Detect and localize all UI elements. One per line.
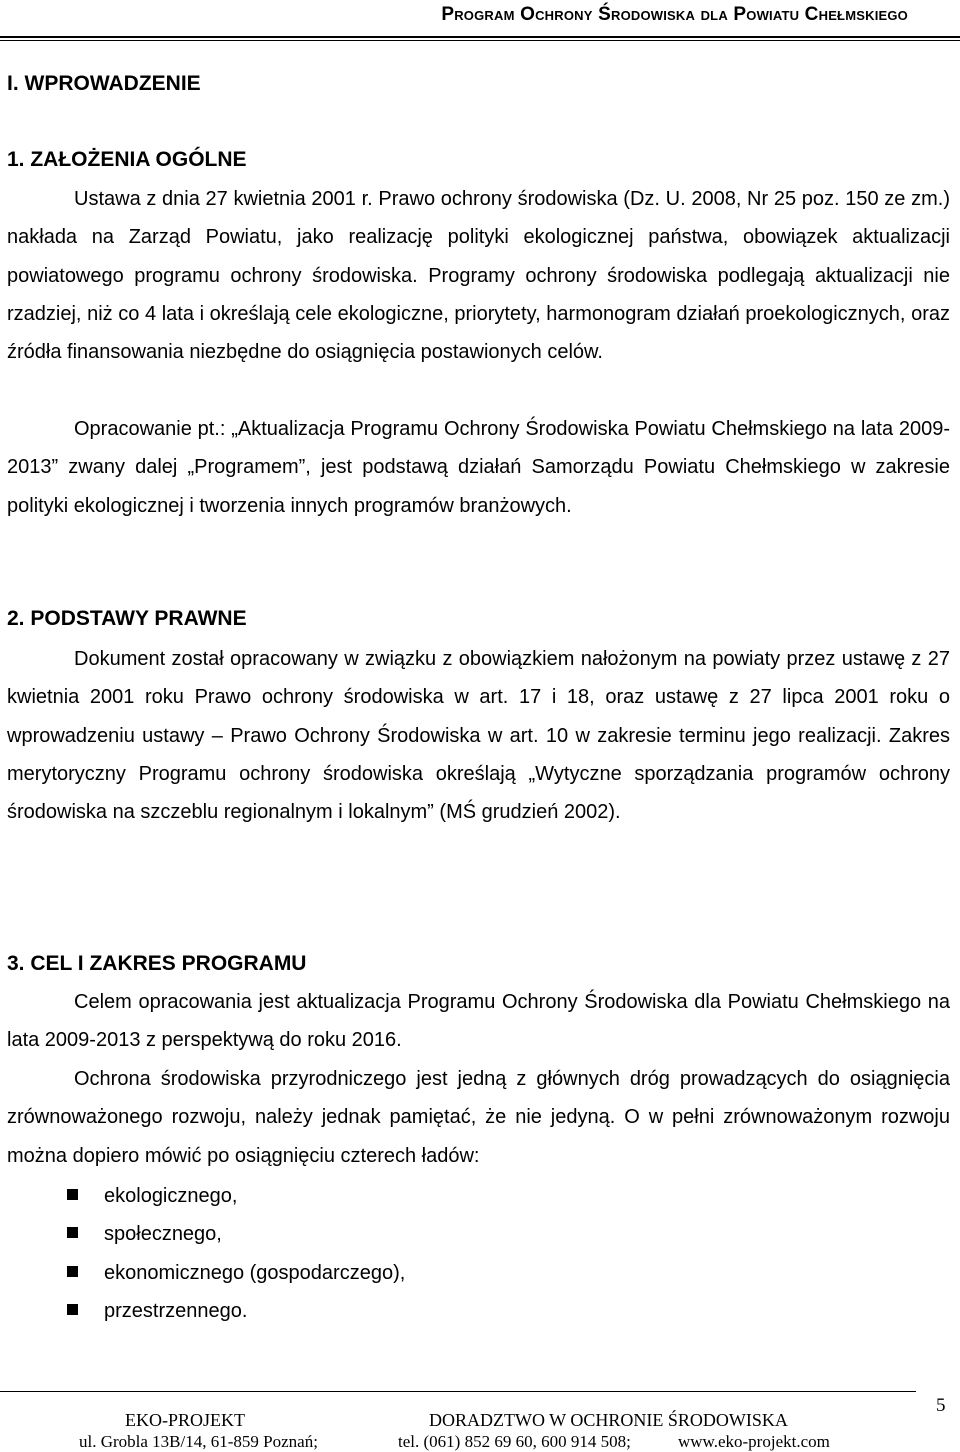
square-bullet-icon bbox=[67, 1189, 78, 1200]
section-2-title: 2. PODSTAWY PRAWNE bbox=[7, 607, 247, 630]
footer-address: ul. Grobla 13B/14, 61-859 Poznań; bbox=[79, 1432, 318, 1451]
footer-tagline: DORADZTWO W OCHRONIE ŚRODOWISKA bbox=[429, 1410, 788, 1430]
section-3-paragraph-1: Celem opracowania jest aktualizacja Programu Ochrony Środowiska dla Powiatu Chełmskiego na lata 2009-2013 z perspektywą do roku 2016. bbox=[7, 991, 950, 1052]
section-intro-title: I. WPROWADZENIE bbox=[7, 72, 201, 95]
bullet-list bbox=[0, 1177, 405, 1330]
section-3-paragraph-2: Ochrona środowiska przyrodniczego jest jedną z głównych dróg prowadzących do osiągnięcia zrównoważonego rozwoju, należy jednak pamiętać, że nie jedyną. O w pełni zrównoważonym rozwoju można dopiero mówić po osiągnięciu czterech ładów: bbox=[7, 1068, 950, 1167]
footer-company: EKO-PROJEKT bbox=[125, 1410, 245, 1430]
square-bullet-icon bbox=[67, 1304, 78, 1315]
square-bullet-icon bbox=[67, 1227, 78, 1238]
list-item: ekologicznego, bbox=[0, 1177, 405, 1215]
running-header: Program Ochrony Środowiska dla Powiatu Chełmskiego bbox=[441, 4, 908, 25]
section-2-paragraph-1: Dokument został opracowany w związku z obowiązkiem nałożonym na powiaty przez ustawę z 27 kwietnia 2001 roku Prawo ochrony środowiska w art. 17 i 18, oraz ustawę z 27 lipca 2001 roku o wprowadzeniu ustawy – Prawo Ochrony Środowiska w art. 10 w zakresie terminu jego realizacji. Zakres merytoryczny Programu ochrony środowiska określają „Wytyczne sporządzania programów ochrony środowiska na szczeblu regionalnym i lokalnym” (MŚ grudzień 2002). bbox=[7, 648, 950, 824]
list-item: ekonomicznego (gospodarczego), bbox=[0, 1254, 405, 1292]
page-number: 5 bbox=[936, 1395, 946, 1416]
header-rule-thin bbox=[0, 40, 960, 41]
square-bullet-icon bbox=[67, 1266, 78, 1277]
section-3-title: 3. CEL I ZAKRES PROGRAMU bbox=[7, 952, 307, 975]
header-rule bbox=[0, 36, 960, 38]
section-1-paragraph-1: Ustawa z dnia 27 kwietnia 2001 r. Prawo ochrony środowiska (Dz. U. 2008, Nr 25 poz. 150 ze zm.) nakłada na Zarząd Powiatu, jako realizację polityki ekologicznej państwa, obowiązek aktualizacji powiatowego programu ochrony środowiska. Programy ochrony środowiska podlegają aktualizacji nie rzadziej, niż co 4 lata i określają cele ekologiczne, priorytety, harmonogram działań proekologicznych, oraz źródła finansowania niezbędne do osiągnięcia postawionych celów. bbox=[7, 188, 950, 364]
footer-phone: tel. (061) 852 69 60, 600 914 508; bbox=[398, 1432, 631, 1451]
section-1-title: 1. ZAŁOŻENIA OGÓLNE bbox=[7, 148, 247, 171]
footer-website-link[interactable]: www.eko-projekt.com bbox=[678, 1432, 830, 1451]
list-item: społecznego, bbox=[0, 1215, 405, 1253]
list-item: przestrzennego. bbox=[0, 1292, 405, 1330]
footer-rule bbox=[0, 1391, 916, 1392]
section-1-paragraph-2: Opracowanie pt.: „Aktualizacja Programu Ochrony Środowiska Powiatu Chełmskiego na lata 2009-2013” zwany dalej „Programem”, jest podstawą działań Samorządu Powiatu Chełmskiego w zakresie polityki ekologicznej i tworzenia innych programów branżowych. bbox=[7, 418, 950, 517]
